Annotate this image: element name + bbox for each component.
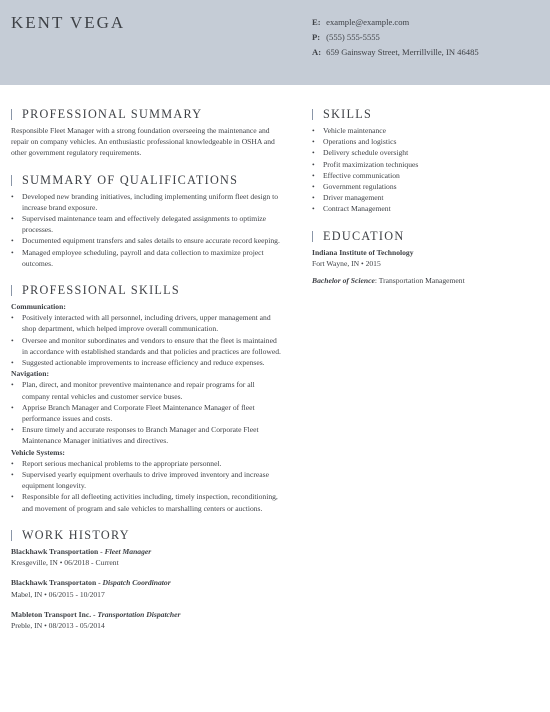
list-item: • Positively interacted with all personnel, including drivers, upper management and shop department, which helped improve overall communication.: [11, 312, 283, 334]
list-item: • Supervised yearly equipment overhauls to drive improved inventory and increase equipment longevity.: [11, 469, 283, 491]
skill-group-list: [11, 458, 283, 514]
list-item: • Delivery schedule oversight: [312, 147, 537, 158]
list-item: • Operations and logistics: [312, 136, 537, 147]
skill-group-heading: Navigation:: [11, 369, 49, 379]
list-item: • Developed new branding initiatives, including implementing uniform fleet design to increase brand exposure.: [11, 191, 283, 213]
list-item: • Vehicle maintenance: [312, 125, 537, 136]
job-meta: Kresgeville, IN • 06/2018 - Current: [11, 558, 119, 568]
qualifications-list: [11, 191, 283, 269]
skill-group-heading: Communication:: [11, 302, 66, 312]
email-value[interactable]: example@example.com: [326, 17, 410, 27]
right-column: [312, 107, 537, 286]
qualifications-section: [11, 173, 283, 269]
degree-name: Bachelor of Science: [312, 276, 375, 286]
skills-section: [312, 107, 537, 215]
section-title: PROFESSIONAL SKILLS: [22, 283, 180, 298]
skill-group-heading: Vehicle Systems:: [11, 447, 65, 457]
list-item: • Contract Management: [312, 203, 537, 214]
school-name: Indiana Institute of Technology: [312, 247, 414, 257]
list-item: • Profit maximization techniques: [312, 159, 537, 170]
section-title: SKILLS: [323, 107, 373, 121]
school-location: Fort Wayne, IN • 2015: [312, 258, 381, 268]
section-divider: [312, 109, 313, 120]
section-title: EDUCATION: [323, 228, 405, 243]
list-item: • Effective communication: [312, 170, 537, 181]
job-company: Blackhawk Transportation: [11, 546, 99, 556]
job-entry: Blackhawk Transportaton - Dispatch Coordinator Mabel, IN • 06/2015 - 10/2017: [11, 577, 283, 599]
job-entry: Mableton Transport Inc. - Transportation Dispatcher Preble, IN • 08/2013 - 05/2014: [11, 609, 283, 631]
job-meta: Preble, IN • 08/2013 - 05/2014: [11, 620, 105, 630]
contact-info: [312, 15, 479, 60]
list-item: • Managed employee scheduling, payroll and data collection to maximize project outcomes.: [11, 247, 283, 269]
job-role: Fleet Manager: [104, 546, 152, 556]
section-divider: [11, 109, 12, 120]
list-item: • Documented equipment transfers and sales details to ensure accurate record keeping.: [11, 235, 283, 246]
education-section: [312, 229, 537, 287]
list-item: • Driver management: [312, 192, 537, 203]
list-item: • Plan, direct, and monitor preventive maintenance and repair programs for all company rental vehicles and customer service buses.: [11, 379, 283, 401]
skill-group-list: [11, 379, 283, 446]
work-history-section: [11, 528, 283, 631]
phone-label: P:: [312, 32, 321, 42]
section-title: WORK HISTORY: [22, 527, 130, 542]
address-line: [312, 45, 479, 60]
professional-skills-section: [11, 283, 283, 514]
section-divider: [312, 231, 313, 242]
job-company: Mableton Transport Inc.: [11, 609, 92, 619]
degree-line: [312, 275, 537, 286]
list-item: • Ensure timely and accurate responses to Branch Manager and Corporate Fleet Maintenance Manager initiatives and directives.: [11, 424, 283, 446]
address-label: A:: [312, 47, 322, 57]
job-meta: Mabel, IN • 06/2015 - 10/2017: [11, 589, 105, 599]
section-title: PROFESSIONAL SUMMARY: [22, 107, 203, 121]
phone-value: (555) 555-5555: [326, 32, 380, 42]
job-company: Blackhawk Transportaton: [11, 578, 97, 588]
summary-text: Responsible Fleet Manager with a strong foundation overseeing the maintenance and repair on company vehicles. An enthusiastic professional knowledgeable in OSHA and other government regulatory requirements.: [11, 126, 275, 158]
list-item: • Suggested actionable improvements to increase efficiency and reduce expenses.: [11, 357, 283, 368]
phone-line: [312, 30, 479, 45]
list-item: • Supervised maintenance team and effectively delegated assignments to optimize processes.: [11, 213, 283, 235]
candidate-name: KENT VEGA: [11, 13, 126, 32]
left-column: [11, 107, 283, 631]
list-item: • Government regulations: [312, 181, 537, 192]
list-item: • Oversee and monitor subordinates and vendors to ensure that the fleet is maintained in accordance with established standards and that policies and practices are followed.: [11, 335, 283, 357]
email-label: E:: [312, 17, 321, 27]
section-divider: [11, 285, 12, 296]
list-item: • Report serious mechanical problems to the appropriate personnel.: [11, 458, 283, 469]
address-value: 659 Gainsway Street, Merrillville, IN 46485: [326, 47, 479, 57]
degree-field: : Transportation Management: [374, 276, 465, 286]
resume-header: [0, 0, 550, 85]
job-role: Transportation Dispatcher: [97, 609, 181, 619]
section-title: SUMMARY OF QUALIFICATIONS: [22, 172, 239, 187]
section-divider: [11, 175, 12, 186]
email-line: [312, 15, 479, 30]
section-divider: [11, 530, 12, 541]
job-role: Dispatch Coordinator: [102, 578, 171, 588]
professional-summary-section: [11, 107, 283, 159]
skill-group-list: [11, 312, 283, 368]
list-item: • Apprise Branch Manager and Corporate Fleet Maintenance Manager of fleet performance issues and costs.: [11, 402, 283, 424]
skills-list: [312, 125, 537, 215]
job-entry: Blackhawk Transportation - Fleet Manager Kresgeville, IN • 06/2018 - Current: [11, 546, 283, 568]
list-item: • Responsible for all defleeting activities including, timely inspection, reconditioning, and movement of program and sale vehicles to marshalling centers or auctions.: [11, 491, 283, 513]
